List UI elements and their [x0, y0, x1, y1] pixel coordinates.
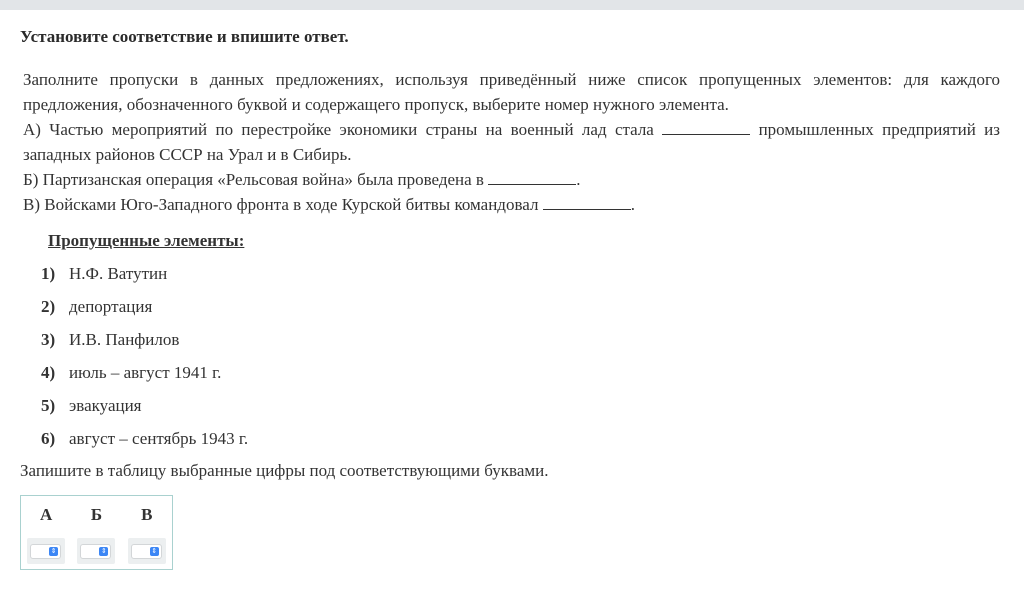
select-arrows-icon: ⇕	[101, 547, 107, 555]
item-text: Н.Ф. Ватутин	[69, 264, 168, 283]
sentence-c	[23, 192, 1000, 217]
answer-cell-a	[21, 533, 72, 570]
answer-table	[20, 495, 173, 570]
task-title: Установите соответствие и впишите ответ.	[20, 27, 349, 46]
column-header-b: Б	[90, 504, 103, 524]
answer-select-c[interactable]	[131, 544, 162, 559]
list-item	[41, 394, 248, 427]
elements-title: Пропущенные элементы:	[48, 231, 245, 250]
instruction-text: Запишите в таблицу выбранные цифры под соответствующими буквами.	[20, 461, 549, 480]
elements-list	[41, 262, 248, 460]
list-item	[41, 427, 248, 460]
column-header-a: А	[40, 504, 53, 524]
list-item	[41, 361, 248, 394]
select-arrows-icon: ⇕	[151, 547, 158, 555]
blank-b	[488, 167, 576, 185]
item-number: 2)	[41, 297, 56, 316]
item-text: депортация	[69, 297, 153, 316]
sentence-b	[23, 167, 1000, 192]
answer-cell-c	[122, 533, 173, 570]
item-number: 6)	[41, 429, 56, 448]
answer-select-wrapper-b	[77, 538, 115, 564]
item-text: эвакуация	[69, 396, 142, 415]
blank-c	[543, 192, 631, 210]
task-intro: Заполните пропуски в данных предложениях, используя приведённый ниже список пропущенных элементов: для каждого предложения, обозначенного буквой и содержащего пропуск, выберите номер нужного элемента.	[23, 70, 1000, 114]
answer-select-wrapper-c	[128, 538, 166, 564]
item-text: август – сентябрь 1943 г.	[69, 429, 249, 448]
select-arrows-icon: ⇕	[50, 547, 57, 555]
answer-select-b[interactable]	[80, 544, 111, 559]
sentence-a-end: промышленных предприятий из западных районов СССР на Урал и в Сибирь.	[23, 120, 1000, 164]
sentence-c-start: В) Войсками Юго-Западного фронта в ходе Курской битвы командовал	[23, 195, 543, 214]
blank-a	[662, 117, 750, 135]
answer-select-a[interactable]	[30, 544, 61, 559]
task-text	[23, 67, 1000, 217]
item-text: июль – август 1941 г.	[69, 363, 222, 382]
top-bar	[0, 0, 1024, 10]
list-item	[41, 295, 248, 328]
sentence-b-end: .	[576, 170, 581, 189]
item-number: 4)	[41, 363, 56, 382]
item-text: И.В. Панфилов	[69, 330, 180, 349]
list-item	[41, 328, 248, 361]
sentence-b-start: Б) Партизанская операция «Рельсовая война» была проведена в	[23, 170, 489, 189]
sentence-c-end: .	[630, 195, 635, 214]
answer-cell-b	[71, 533, 121, 570]
column-header-c: В	[141, 504, 153, 524]
item-number: 1)	[41, 264, 56, 283]
sentence-a-start: А) Частью мероприятий по перестройке экономики страны на военный лад стала	[23, 120, 663, 139]
item-number: 3)	[41, 330, 56, 349]
list-item	[41, 262, 248, 295]
sentence-a	[23, 117, 1000, 167]
item-number: 5)	[41, 396, 56, 415]
answer-select-wrapper-a	[27, 538, 65, 564]
